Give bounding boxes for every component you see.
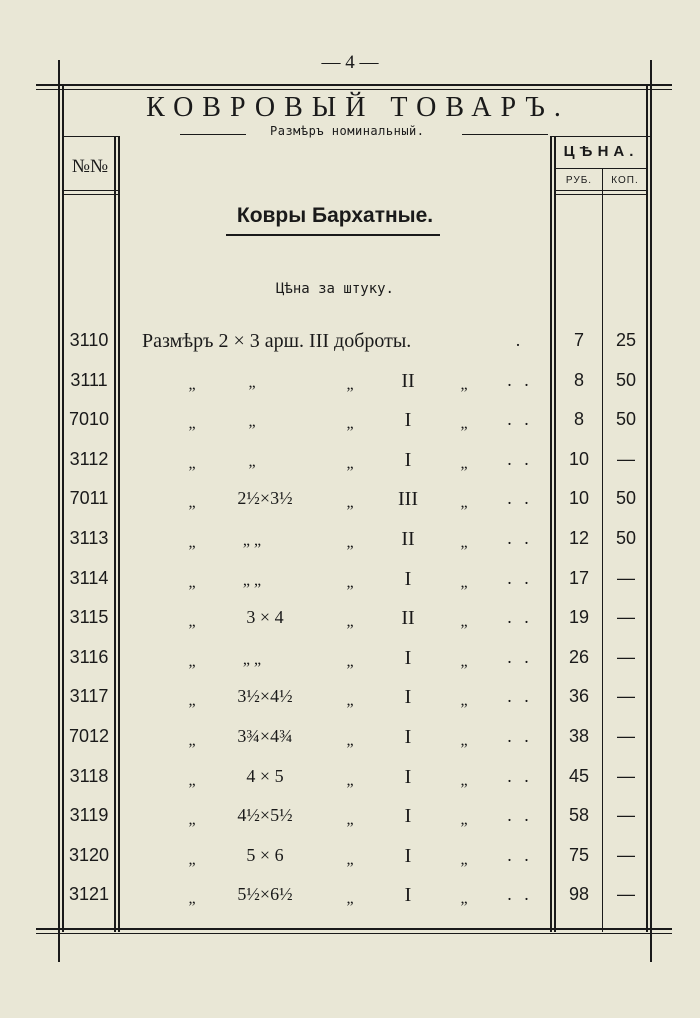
price-rub: 26 [568,646,590,667]
price-rub: 10 [568,488,590,509]
ditto-mark: „ „ [242,650,262,668]
ditto-mark: „ [346,375,354,393]
item-size: 4 × 5 [246,765,284,786]
top-rule-thin [36,89,672,90]
bottom-rule-thin [36,933,672,934]
price-header-bottom-rule [554,190,648,191]
price-rub: 58 [568,805,590,826]
ditto-mark: „ [460,534,468,551]
table-row [0,366,700,406]
item-size: 5½×6½ [237,884,293,905]
ditto-mark: „ [188,573,196,591]
item-number: 3114 [69,567,109,588]
item-size: 3½×4½ [237,686,293,707]
table-row [0,603,700,643]
ditto-mark: „ „ [242,532,262,549]
ditto-mark: „ [188,850,196,868]
item-number: 3120 [68,844,110,865]
subtitle-line-right [462,134,548,135]
ditto-mark: „ [346,850,354,868]
price-sub-rule [554,168,648,169]
item-size: 5 × 6 [246,844,284,865]
ditto-mark: „ [188,454,196,472]
ditto-mark: „ [346,771,354,789]
price-kop: — [617,726,635,746]
ditto-mark: „ [188,375,196,393]
leader-dots: . . [507,448,533,469]
price-rub: 12 [568,528,590,548]
ditto-mark: „ [346,454,354,472]
page-number: — 4 — [321,52,379,73]
header-rule-left [62,136,118,137]
price-rub: 75 [568,844,590,865]
rub-column-header: РУБ. [565,175,593,186]
item-number: 3110 [69,330,109,350]
price-rub: 45 [568,765,590,786]
ditto-mark: „ [460,771,468,789]
price-column-header: ЦѢНА. [563,143,639,160]
item-grade: II [401,607,415,630]
page-title: КОВРОВЫЙ ТОВАРЪ. [146,92,570,123]
price-kop: — [617,448,635,469]
price-rub: 36 [568,686,590,707]
ditto-mark: „ [188,494,196,512]
item-size: 3¾×4¾ [237,726,293,746]
item-number: 7012 [68,726,110,746]
item-size: 3 × 4 [246,607,284,628]
item-number: 7011 [69,488,109,509]
ditto-mark: „ [460,652,468,670]
ditto-mark: „ [460,692,468,710]
item-number: 3115 [69,607,109,628]
item-grade: I [404,448,412,471]
ditto-mark: „ [460,415,468,433]
table-row [0,643,700,683]
item-grade: III [398,488,418,511]
table-row [0,762,700,802]
top-rule [36,84,672,86]
ditto-mark: „ [346,692,354,710]
item-size: 4½×5½ [237,805,293,826]
ditto-mark: „ [188,613,196,631]
leader-dots: . . [507,686,533,707]
table-row [0,524,700,564]
ditto-mark: „ [188,652,196,670]
item-size: 2½×3½ [237,488,293,509]
ditto-mark: „ [460,375,468,393]
leader-dots: . . [507,844,533,865]
price-kop: — [617,765,635,786]
table-row [0,564,700,604]
item-number: 3112 [69,448,109,469]
price-rub: 10 [568,448,590,469]
leader-dots: . . [507,528,533,548]
price-rub: 19 [568,607,590,628]
price-kop: — [617,844,635,865]
table-row [0,484,700,524]
ditto-mark: „ [346,573,354,591]
leader-dots: . . [507,607,533,628]
item-number: 3117 [69,686,109,707]
ditto-mark: „ „ [242,571,262,589]
table-row [0,722,700,762]
item-grade: I [404,646,412,669]
price-kop: 50 [615,528,637,548]
subtitle: Размѣръ номинальный. [270,124,425,138]
leader-dots: . . [507,409,533,430]
leader-dots: . . [507,567,533,588]
item-grade: I [404,567,412,590]
section-title-underline [226,234,440,236]
item-grade: I [404,686,412,709]
item-grade: I [404,884,412,907]
price-rub: 38 [568,726,590,746]
item-grade: I [404,726,412,748]
bottom-rule [36,928,672,930]
ditto-mark: „ [460,732,468,749]
price-rub: 7 [573,330,584,350]
ditto-mark: „ [346,494,354,512]
ditto-mark: „ [188,692,196,710]
ditto-mark: „ [346,534,354,551]
price-kop: — [617,607,635,628]
price-header-bottom-rule-2 [554,194,648,195]
price-kop: 50 [615,409,637,430]
ditto-mark: „ [346,732,354,749]
item-number: 7010 [68,409,110,430]
item-grade: I [404,805,412,828]
ditto-mark: „ [188,732,196,749]
ditto-mark: „ [460,454,468,472]
ditto-mark: „ [188,811,196,829]
ditto-mark: „ [248,373,256,391]
leader-dots: . . [507,488,533,509]
item-description: Размѣръ 2 × 3 арш. III доброты. [142,330,412,352]
table-row [0,801,700,841]
ditto-mark: „ [346,652,354,670]
price-kop: 50 [615,488,637,509]
item-number: 3113 [69,528,109,548]
table-row [0,841,700,881]
leader-dots: . [515,330,525,350]
price-kop: — [617,567,635,588]
item-grade: I [404,409,412,432]
price-rub: 8 [573,409,584,430]
section-title: Ковры Бархатные. [236,204,434,227]
ditto-mark: „ [346,811,354,829]
ditto-mark: „ [460,613,468,631]
ditto-mark: „ [460,811,468,829]
ditto-mark: „ [188,415,196,433]
ditto-mark: „ [188,890,196,908]
price-kop: — [617,646,635,667]
item-number: 3121 [68,884,110,905]
ditto-mark: „ [188,534,196,551]
item-number: 3118 [69,765,109,786]
item-grade: II [401,528,415,550]
price-rub: 98 [568,884,590,905]
ditto-mark: „ [460,890,468,908]
price-rub: 8 [573,369,584,390]
leader-dots: . . [507,726,533,746]
item-grade: II [401,369,415,392]
price-kop: — [617,805,635,826]
header-bottom-rule-2 [62,194,118,195]
table-row [0,326,700,366]
ditto-mark: „ [248,413,256,431]
leader-dots: . . [507,369,533,390]
table-row [0,405,700,445]
table-row [0,682,700,722]
table-row [0,880,700,920]
item-number: 3119 [69,805,109,826]
ditto-mark: „ [460,850,468,868]
ditto-mark: „ [248,452,256,470]
header-bottom-rule [62,190,118,191]
number-column-header: №№ [71,156,109,177]
leader-dots: . . [507,765,533,786]
header-rule-right [550,136,650,137]
ditto-mark: „ [346,613,354,631]
price-kop: — [617,686,635,707]
leader-dots: . . [507,884,533,905]
ditto-mark: „ [346,415,354,433]
item-number: 3111 [70,369,108,390]
item-grade: I [404,765,412,788]
price-rub: 17 [568,567,590,588]
ditto-mark: „ [346,890,354,908]
ditto-mark: „ [188,771,196,789]
leader-dots: . . [507,805,533,826]
price-kop: 50 [615,369,637,390]
subtitle-line-left [180,134,246,135]
leader-dots: . . [507,646,533,667]
item-number: 3116 [69,646,109,667]
kop-column-header: КОП. [611,175,639,186]
price-kop: — [617,884,635,905]
ditto-mark: „ [460,494,468,512]
ditto-mark: „ [460,573,468,591]
price-kop: 25 [615,330,637,350]
item-grade: I [404,844,412,867]
table-row [0,445,700,485]
price-note: Цѣна за штуку. [275,281,394,297]
